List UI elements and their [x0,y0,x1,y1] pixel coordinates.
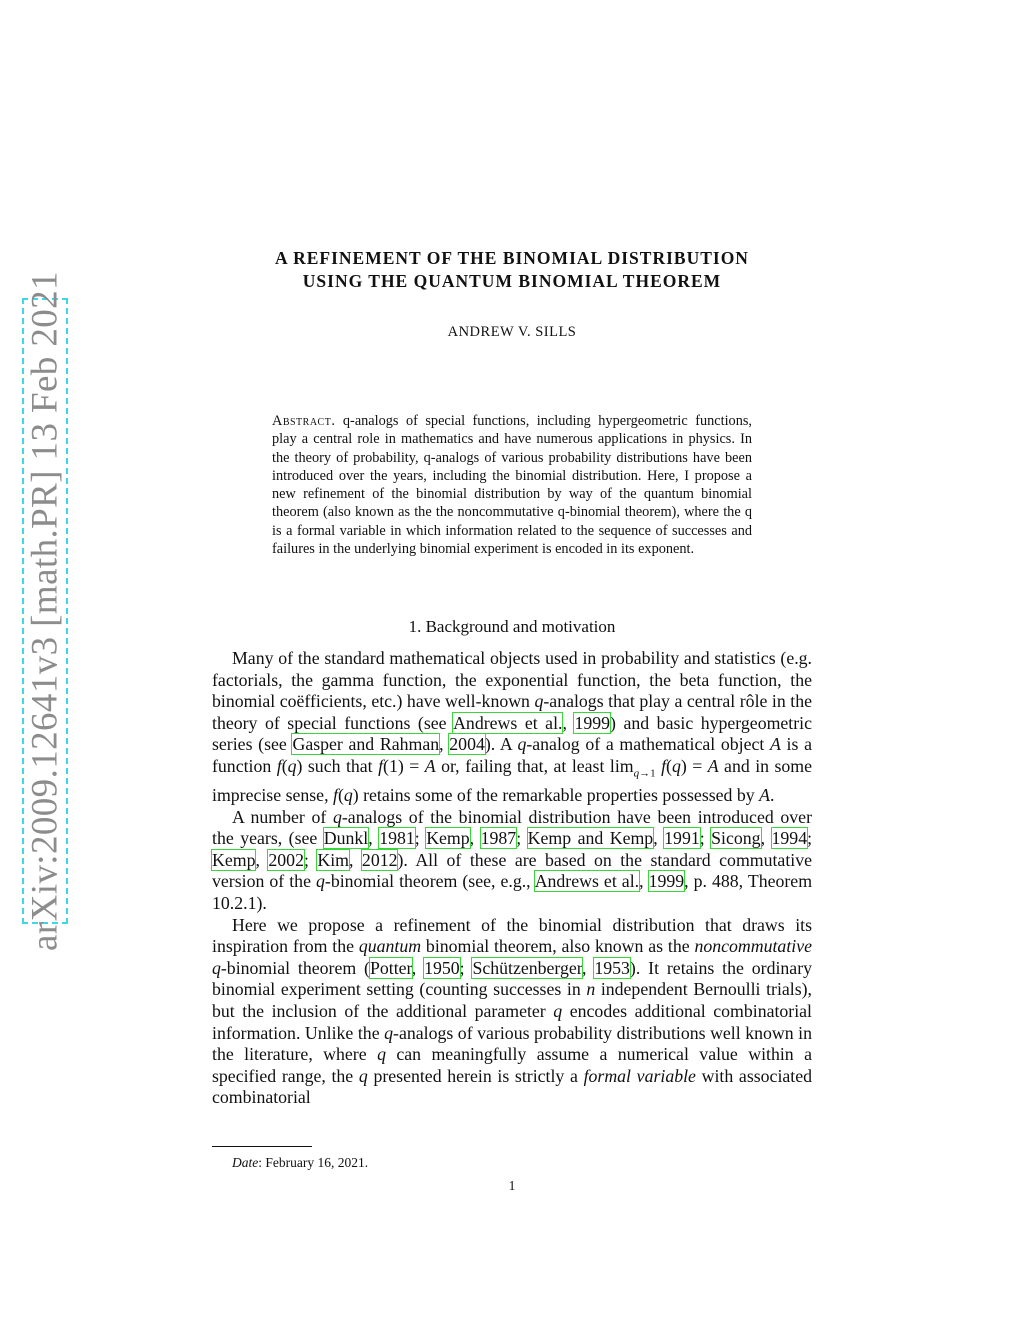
footnote-rule [212,1146,312,1147]
citation-year-link[interactable]: 1994 [771,828,808,849]
citation-link[interactable]: Kim [317,849,349,870]
citation-link[interactable]: Kemp and Kemp [527,828,654,849]
citation-year-link[interactable]: 1991 [664,828,700,849]
paper-title-line-1: A REFINEMENT OF THE BINOMIAL DISTRIBUTION [275,248,749,268]
citation-year-link[interactable]: 1981 [379,828,415,849]
arxiv-identifier[interactable]: arXiv:2009.12641v3 [math.PR] 13 Feb 2021 [24,271,66,951]
page-number: 1 [508,1178,516,1193]
citation-year-link[interactable]: 1953 [594,957,630,978]
footnote-text: : February 16, 2021. [258,1155,369,1170]
citation-link[interactable]: Schützenberger [472,957,583,978]
citation-link[interactable]: Andrews et al. [534,871,640,892]
citation-link[interactable]: Sicong [711,828,761,849]
body-text [212,648,812,1109]
arxiv-stamp[interactable] [22,271,68,951]
citation-link[interactable]: Andrews et al. [453,712,563,733]
paragraph-2: A number of q-analogs of the binomial distribution have been introduced over the years, (see Dunkl, 1981; Kemp, 1987; Kemp and Kemp, 1991; Sicong, 1994; Kemp, 2002; Kim, 2012). All of these are based on the standard commutative version of the q-binomial theorem (see, e.g., Andrews et al., 1999, p. 488, Theorem 10.2.1). [212,806,813,914]
citation-link[interactable]: Kemp [212,849,256,870]
citation-year-link[interactable]: 2004 [449,734,485,755]
citation-link[interactable]: Kemp [426,828,470,849]
paragraph-3: Here we propose a refinement of the binomial distribution that draws its inspiration from the quantum binomial theorem, also known as the noncommutative q-binomial theorem (Potter, 1950; Schützenberger, 1953). It retains the ordinary binomial experiment setting (counting successes in n independent Bernoulli trials), but the inclusion of the additional parameter q encodes additional combinatorial information. Unlike the q-analogs of various probability distributions well known in the literature, where q can meaningfully assume a numerical value within a specified range, the q presented herein is strictly a formal variable with associated combinatorial [212,914,813,1108]
paragraph-1: Many of the standard mathematical objects used in probability and statistics (e.g. factorials, the gamma function, the exponential function, the beta function, the binomial coëfficients, etc.) have well-known q-analogs that play a central rôle in the theory of special functions (see Andrews et al., 1999) and basic hypergeometric series (see Gasper and Rahman, 2004). A q-analog of a mathematical object A is a function f(q) such that f(1) = A or, failing that, at least $\lim_{q\to 1} f(q) = A$ and in some imprecise sense, f(q) retains some of the remarkable properties possessed by A. [212,648,813,806]
paper-title-line-2: USING THE QUANTUM BINOMIAL THEOREM [302,271,722,291]
section-heading: 1. Background and motivation [408,617,616,636]
citation-year-link[interactable]: 1950 [424,957,460,978]
citation-year-link[interactable]: 2012 [361,849,398,870]
footnote-label: Date [232,1155,259,1170]
abstract-label: Abstract. [272,413,336,429]
abstract-text: q-analogs of special functions, including hypergeometric functions, play a central role in mathematics and have numerous applications in physics. In the theory of probability, q-analogs of various probability distributions have been introduced over the years, including the binomial distribution. Here, I propose a new refinement of the binomial distribution by way of the quantum binomial theorem (also known as the the noncommutative q-binomial theorem), where the q is a formal variable in which information related to the sequence of successes and failures in the underlying binomial experiment is encoded in its exponent. [272,413,752,558]
abstract [272,412,752,558]
citation-link[interactable]: Potter [369,957,412,978]
citation-year-link[interactable]: 1999 [574,712,611,733]
citation-year-link[interactable]: 1987 [480,828,517,849]
citation-year-link[interactable]: 2002 [268,849,304,870]
footnote [232,1155,368,1171]
citation-link[interactable]: Gasper and Rahman [292,734,440,755]
citation-link[interactable]: Dunkl [323,828,369,849]
author-name: ANDREW V. SILLS [447,324,577,340]
citation-year-link[interactable]: 1999 [648,871,685,892]
